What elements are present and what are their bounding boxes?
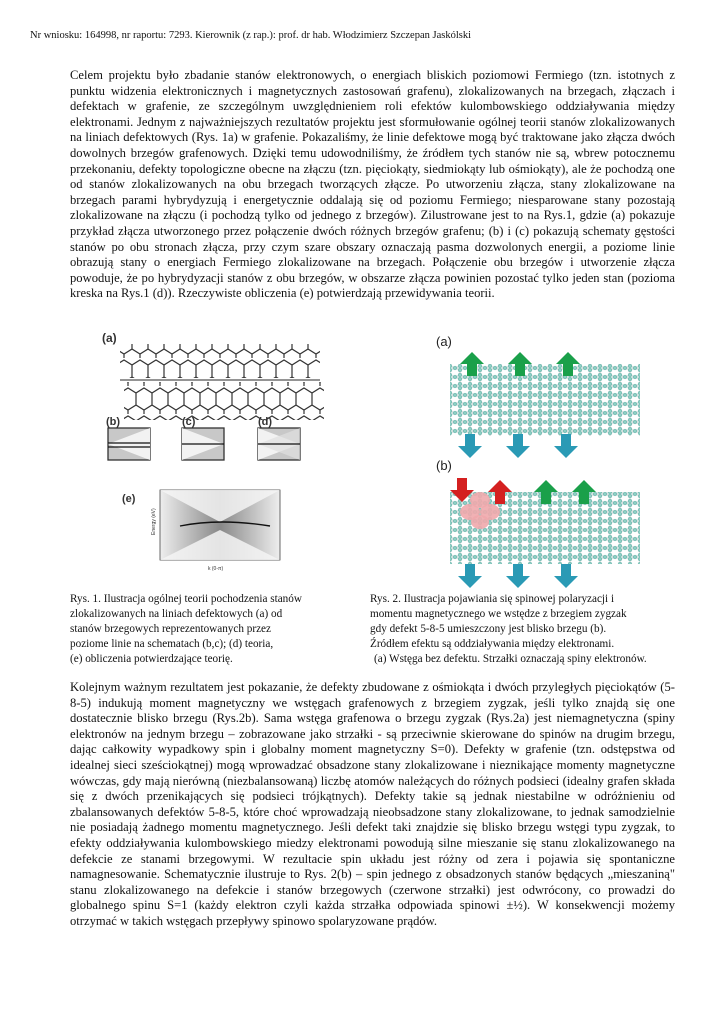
caption1-line: stanów brzegowych reprezentowanych przez — [70, 623, 271, 635]
figure-2-caption — [370, 592, 695, 667]
fig1-label-e: (e) — [122, 493, 136, 505]
caption2-line: (a) Wstęga bez defektu. Strzałki oznaczają spiny elektronów. — [374, 653, 647, 665]
caption2-line: Rys. 2. Ilustracja pojawiania się spinowej polaryzacji i — [370, 593, 615, 605]
paragraph-results: Kolejnym ważnym rezultatem jest pokazanie, że defekty zbudowane z ośmiokąta i dwóch przyległych pięciokątów (5-8-5) indukują moment magnetyczny we wstęgach grafenowych z brzegiem zygzak, jeśli tylko znajdą się one dostatecznie blisko brzegu (Rys.2b). Sama wstęga grafenowa o brzegu zygzak (Rys.2a) jest niemagnetyczna (spiny elektronów na jednym brzegu – zobrazowane jako strzałki - są przeciwnie skierowane do spinów na drugim brzegu, dając całkowity wypadkowy spin i globalny moment magnetyczny S=0). Defekty w grafenie (tzn. odstępstwa od idealnej sieci sześciokątnej) mogą wprowadzać obsadzone stany zlokalizowane i nieznikające momenty magnetyczne wówczas, gdy mają nierówną (niezbalansowaną) liczbę atomów należących do różnych podsieci (idealny grafen składa się z dwóch przenikających się podsieci trójkątnych). Defekty takie są jednak niestabilne w odróżnieniu od zbalansowanych defektów 5-8-5, które choć wprowadzają nieobsadzone stany zlokalizowane, to jednak samodzielnie nie posiadają żadnego momentu magnetycznego. Jeśli defekt taki znajdzie się blisko brzegu wstęgi typu zygzak, to efekty oddziaływania kulombowskiego miedzy elektronami powodują silne mieszanie się stanu zlokalizowanego na defekcie ze stanami brzegowymi. W rezultacie spin układu jest różny od zera i pojawia się spontaniczne namagnesowanie. Schematycznie ilustruje to Rys. 2(b) – spin jednego z obsadzonych stanów będących „mieszaniną" stanu zlokalizowanego na defekcie i stanów brzegowych (czerwone strzałki) jest odwrócony, co prowadzi do globalnego spinu S=1 (każdy elektron czyli każda strzałka odpowiada spinowi ±½). W konsekwencji możemy otrzymać w takich wstęgach przepływy spinowo spolaryzowane prądów. — [70, 680, 675, 928]
fig1-panel-d — [258, 428, 300, 460]
fig2-a-spins-down — [458, 434, 578, 458]
caption1-line: poziome linie na schematach (b,c); (d) teoria, — [70, 638, 274, 650]
fig1-label-c: (c) — [182, 416, 196, 428]
figure-1 — [100, 330, 325, 580]
fig1-panel-c — [182, 428, 224, 460]
fig1-label-b: (b) — [106, 416, 121, 428]
paragraph-intro: Celem projektu było zbadanie stanów elektronowych, o energiach bliskich poziomowi Fermiego (tzn. istotnych z punktu widzenia elektronicznych i magnetycznych zastosowań grafenu), zlokalizowanych na brzegach, złączach i defektach w grafenie, ze szczególnym uwzględnieniem roli efektów kulombowskiego oddziaływania między elektronami. Jednym z najważniejszych rezultatów projektu jest sformułowanie ogólnej teorii stanów zlokalizowanych na liniach defektowych (Rys. 1a) w grafenie. Pokazaliśmy, że linie defektowe mogą być traktowane jako złącza dwóch dowolnych brzegów grafenowych. Dzięki temu udowodniliśmy, że źródłem tych stanów nie są, wbrew potocznemu przekonaniu, defekty topologiczne obecne na złączu (tzn. pięciokąty, siedmiokąty lub ośmiokąty), ale że pochodzą one od stanów zlokalizowanych na obu brzegach tworzących złącze. Po utworzeniu złącza, stany zlokalizowane na brzegach parami hybrydyzują i energetycznie oddalają się od poziomu Fermiego; niesparowane stany pozostają zlokalizowane na złączu (i pochodzą tylko od jednego z brzegów). Zilustrowane jest to na Rys.1, gdzie (a) pokazuje przykład złącza utworzonego przez połączenie dwóch różnych brzegów grafenu; (b) i (c) pokazują schematy gęstości stanów po obu stronach złącza, przy czym szare obszary oznaczają pasma dozwolonych energii, a poziome linie obrazują stany o energiach Fermiego zlokalizowane na brzegach. Połączenie obu brzegów i utworzenie złącza powoduje, że po hybrydyzacji stanów z obu brzegów, w obszarze złącza powinien pozostać tylko jeden stan (pozioma kreska na Rys.1 (d)). Rzeczywiste obliczenia (e) potwierdzają przewidywania teorii. — [70, 68, 675, 301]
caption2-line: gdy defekt 5-8-5 umieszczony jest blisko brzegu (b). — [370, 623, 607, 635]
fig1-label-d: (d) — [258, 416, 273, 428]
fig2-label-b: (b) — [436, 458, 452, 473]
figure-1-caption — [70, 592, 360, 667]
caption2-line: Źródłem efektu są oddziaływania między elektronami. — [370, 638, 615, 650]
fig1-panel-b — [108, 428, 150, 460]
page-header: Nr wniosku: 164998, nr raportu: 7293. Kierownik (z rap.): prof. dr hab. Włodzimierz Szczepan Jaskólski — [30, 30, 471, 41]
fig1-e-xlabel: k (0-π) — [208, 566, 224, 572]
caption1-line: (e) obliczenia potwierdzające teorię. — [70, 653, 233, 665]
fig1-lattice — [120, 344, 324, 420]
fig1-e-ylabel: Energy (eV) — [151, 508, 157, 535]
fig2-ribbon-a — [450, 364, 640, 436]
caption1-line: Rys. 1. Ilustracja ogólnej teorii pochodzenia stanów — [70, 593, 302, 605]
figure-2 — [430, 332, 645, 594]
fig2-label-a: (a) — [436, 334, 452, 349]
fig2-b-spins-down — [458, 564, 578, 588]
caption2-line: momentu magnetycznego we wstędze z brzegiem zygzak — [370, 608, 627, 620]
fig1-label-a: (a) — [102, 331, 117, 345]
caption1-line: zlokalizowanych na liniach defektowych (a) od — [70, 608, 283, 620]
fig1-panel-e-bands — [160, 490, 280, 560]
